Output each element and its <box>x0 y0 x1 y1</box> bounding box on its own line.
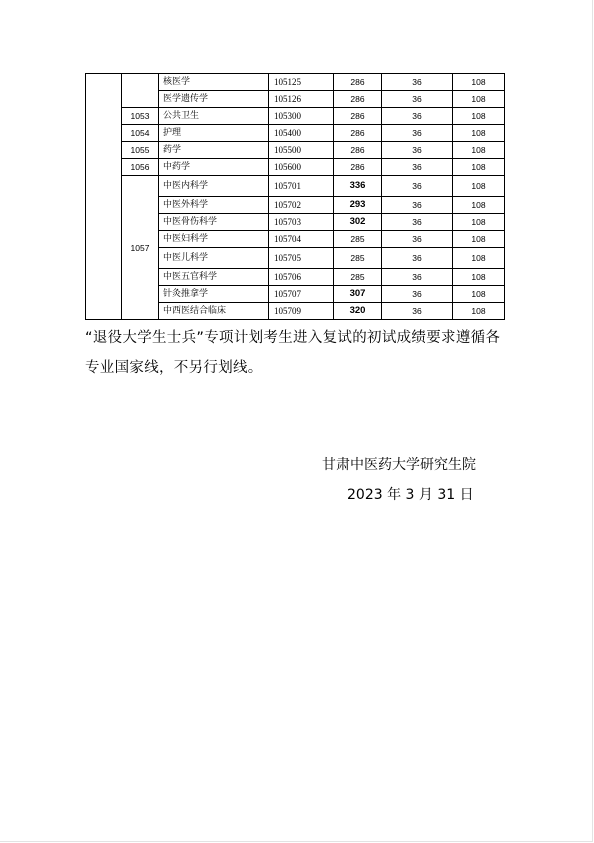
category-cell <box>86 74 122 320</box>
major-code-cell: 105126 <box>269 91 334 108</box>
major-name-cell: 公共卫生 <box>159 108 269 125</box>
notice-paragraph: “退役大学生士兵”专项计划考生进入复试的初试成绩要求遵循各专业国家线，不另行划线。 <box>85 330 501 376</box>
total-score-cell: 336 <box>334 176 382 197</box>
major-code-cell: 105701 <box>269 176 334 197</box>
subject-score-150-cell: 108 <box>453 248 505 269</box>
discipline-code-cell: 1053 <box>122 108 159 125</box>
major-name-cell: 医学遗传学 <box>159 91 269 108</box>
total-score-cell: 286 <box>334 142 382 159</box>
subject-score-100-cell: 36 <box>382 176 453 197</box>
subject-score-150-cell: 108 <box>453 125 505 142</box>
table-row <box>86 125 505 142</box>
major-code-cell: 105702 <box>269 197 334 214</box>
total-score-cell: 285 <box>334 231 382 248</box>
subject-score-100-cell: 36 <box>382 231 453 248</box>
major-code-cell: 105705 <box>269 248 334 269</box>
major-code-cell: 105300 <box>269 108 334 125</box>
major-code-cell: 105706 <box>269 269 334 286</box>
table-row <box>86 108 505 125</box>
subject-score-150-cell: 108 <box>453 91 505 108</box>
subject-score-150-cell: 108 <box>453 197 505 214</box>
subject-score-150-cell: 108 <box>453 142 505 159</box>
total-score-cell: 286 <box>334 125 382 142</box>
total-score-cell: 285 <box>334 248 382 269</box>
major-code-cell: 105707 <box>269 286 334 303</box>
major-code-cell: 105500 <box>269 142 334 159</box>
total-score-cell: 286 <box>334 108 382 125</box>
total-score-cell: 286 <box>334 74 382 91</box>
subject-score-100-cell: 36 <box>382 159 453 176</box>
total-score-cell: 286 <box>334 91 382 108</box>
major-name-cell: 中医妇科学 <box>159 231 269 248</box>
total-score-cell: 285 <box>334 269 382 286</box>
subject-score-100-cell: 36 <box>382 214 453 231</box>
issue-date: 2023 年 3 月 31 日 <box>347 487 474 503</box>
major-name-cell: 中医五官科学 <box>159 269 269 286</box>
major-code-cell: 105703 <box>269 214 334 231</box>
discipline-code-cell: 1056 <box>122 159 159 176</box>
subject-score-100-cell: 36 <box>382 248 453 269</box>
discipline-code-cell: 1054 <box>122 125 159 142</box>
major-name-cell: 药学 <box>159 142 269 159</box>
subject-score-100-cell: 36 <box>382 197 453 214</box>
major-name-cell: 核医学 <box>159 74 269 91</box>
subject-score-100-cell: 36 <box>382 91 453 108</box>
major-name-cell: 中医外科学 <box>159 197 269 214</box>
major-name-cell: 中医骨伤科学 <box>159 214 269 231</box>
major-name-cell: 中医儿科学 <box>159 248 269 269</box>
major-code-cell: 105704 <box>269 231 334 248</box>
major-code-cell: 105600 <box>269 159 334 176</box>
subject-score-100-cell: 36 <box>382 269 453 286</box>
major-code-cell: 105709 <box>269 303 334 320</box>
discipline-code-cell: 1057 <box>122 176 159 320</box>
major-name-cell: 中药学 <box>159 159 269 176</box>
total-score-cell: 302 <box>334 214 382 231</box>
major-name-cell: 中医内科学 <box>159 176 269 197</box>
subject-score-100-cell: 36 <box>382 142 453 159</box>
issuer-signature: 甘肃中医药大学研究生院 <box>322 457 476 473</box>
subject-score-150-cell: 108 <box>453 159 505 176</box>
subject-score-150-cell: 108 <box>453 286 505 303</box>
subject-score-150-cell: 108 <box>453 74 505 91</box>
subject-score-150-cell: 108 <box>453 176 505 197</box>
subject-score-150-cell: 108 <box>453 231 505 248</box>
subject-score-150-cell: 108 <box>453 108 505 125</box>
subject-score-100-cell: 36 <box>382 303 453 320</box>
subject-score-150-cell: 108 <box>453 269 505 286</box>
subject-score-100-cell: 36 <box>382 125 453 142</box>
major-name-cell: 护理 <box>159 125 269 142</box>
total-score-cell: 320 <box>334 303 382 320</box>
table-row <box>86 159 505 176</box>
table-row <box>86 176 505 197</box>
discipline-code-cell <box>122 74 159 108</box>
discipline-code-cell: 1055 <box>122 142 159 159</box>
major-name-cell: 中西医结合临床 <box>159 303 269 320</box>
subject-score-100-cell: 36 <box>382 108 453 125</box>
total-score-cell: 286 <box>334 159 382 176</box>
subject-score-100-cell: 36 <box>382 74 453 91</box>
table-row <box>86 74 505 91</box>
total-score-cell: 307 <box>334 286 382 303</box>
major-code-cell: 105125 <box>269 74 334 91</box>
subject-score-150-cell: 108 <box>453 303 505 320</box>
major-code-cell: 105400 <box>269 125 334 142</box>
subject-score-100-cell: 36 <box>382 286 453 303</box>
table-row <box>86 142 505 159</box>
score-table <box>85 73 505 320</box>
subject-score-150-cell: 108 <box>453 214 505 231</box>
total-score-cell: 293 <box>334 197 382 214</box>
major-name-cell: 针灸推拿学 <box>159 286 269 303</box>
